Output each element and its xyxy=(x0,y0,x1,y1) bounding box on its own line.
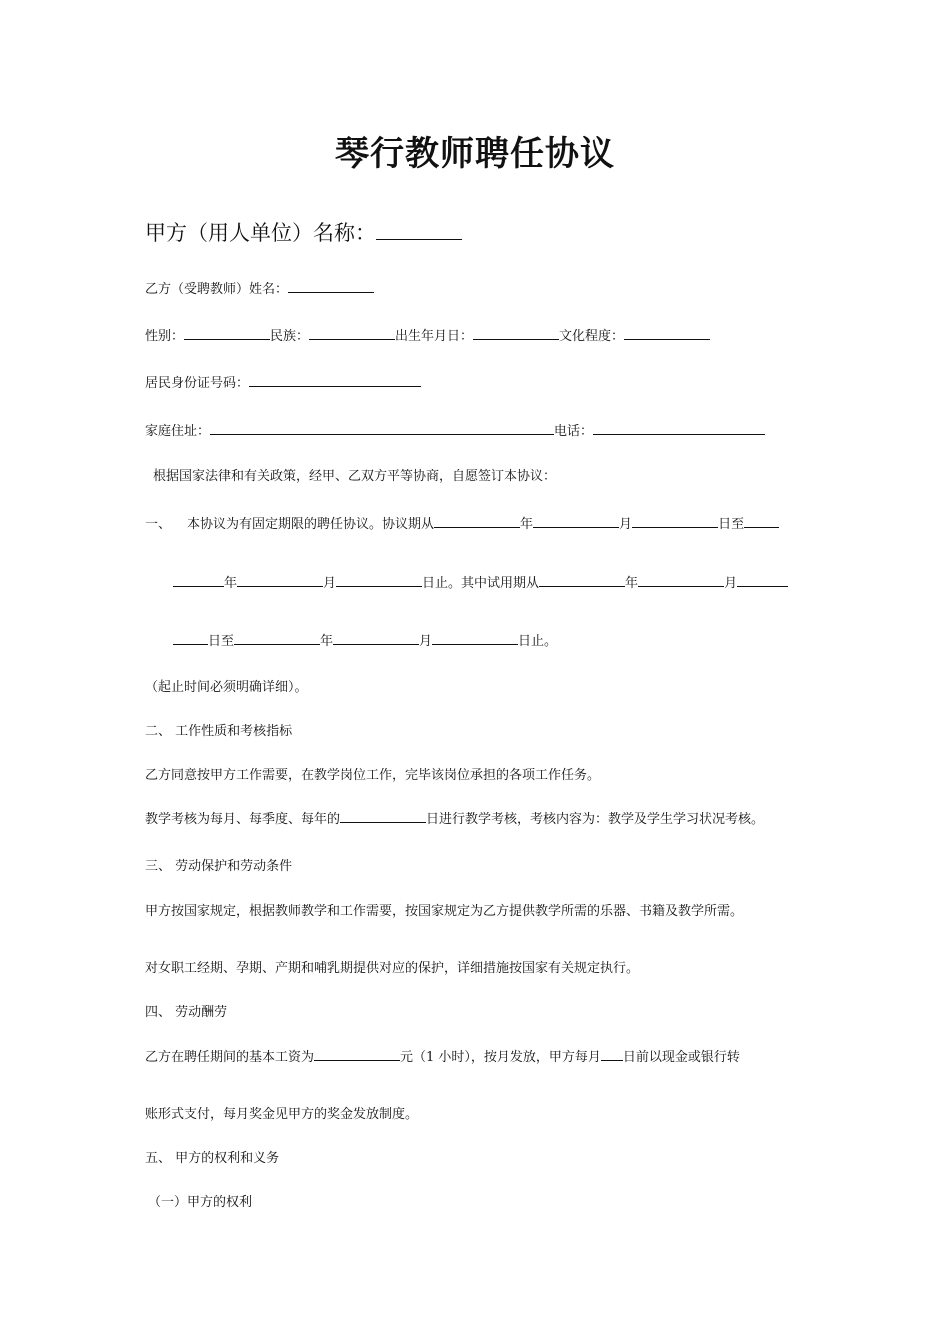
end-year-blank-b[interactable] xyxy=(173,574,224,587)
section-1-line-3 xyxy=(173,632,557,651)
section-5-heading: 五、 甲方的权利和义务 xyxy=(145,1151,280,1166)
year-label: 年 xyxy=(320,634,334,649)
day-end-label: 日止。 xyxy=(518,634,558,649)
gender-label: 性别： xyxy=(145,329,185,344)
salary-amount-blank[interactable] xyxy=(314,1048,400,1061)
section-1-line-1 xyxy=(145,515,779,534)
start-month-blank[interactable] xyxy=(533,515,619,528)
party-b-line xyxy=(145,280,374,299)
day-to-label: 日至 xyxy=(208,634,235,649)
end-month-blank[interactable] xyxy=(237,574,323,587)
party-b-label: 乙方（受聘教师）姓名： xyxy=(145,282,289,297)
assessment-text-a: 教学考核为每月、每季度、每年的 xyxy=(145,812,341,827)
start-day-blank[interactable] xyxy=(632,515,718,528)
section-4-paragraph-1 xyxy=(145,1048,740,1067)
year-label: 年 xyxy=(520,517,534,532)
id-number-blank[interactable] xyxy=(249,374,421,387)
id-number-line xyxy=(145,374,421,393)
month-label: 月 xyxy=(724,576,738,591)
section-1-note: （起止时间必须明确详细）。 xyxy=(145,680,308,695)
trial-end-month-blank[interactable] xyxy=(333,632,419,645)
section-4-paragraph-2: 账形式支付，每月奖金见甲方的奖金发放制度。 xyxy=(145,1107,419,1122)
section-4-heading: 四、 劳动酬劳 xyxy=(145,1005,228,1020)
month-label: 月 xyxy=(619,517,633,532)
start-year-blank[interactable] xyxy=(434,515,520,528)
end-year-blank-a[interactable] xyxy=(744,515,779,528)
year-label: 年 xyxy=(224,576,238,591)
ethnicity-blank[interactable] xyxy=(309,327,395,340)
trial-start-day-blank-a[interactable] xyxy=(737,574,788,587)
party-a-line xyxy=(145,220,462,246)
assessment-text-b: 日进行教学考核，考核内容为：教学及学生学习状况考核。 xyxy=(426,812,765,827)
party-a-label: 甲方（用人单位）名称： xyxy=(145,221,376,245)
section-1-line-2 xyxy=(173,574,788,593)
day-to-label: 日至 xyxy=(718,517,745,532)
month-label: 月 xyxy=(419,634,433,649)
section-1-number: 一、 xyxy=(145,517,172,532)
education-label: 文化程度： xyxy=(559,329,625,344)
ethnicity-label: 民族： xyxy=(270,329,310,344)
intro-text: 根据国家法律和有关政策，经甲、乙双方平等协商，自愿签订本协议： xyxy=(153,469,557,484)
education-blank[interactable] xyxy=(624,327,710,340)
trial-start-day-blank-b[interactable] xyxy=(173,632,208,645)
address-line xyxy=(145,422,765,441)
section-3-paragraph-1: 甲方按国家规定，根据教师教学和工作需要，按国家规定为乙方提供教学所需的乐器、书籍及教学所需。 xyxy=(145,904,744,919)
birth-label: 出生年月日： xyxy=(395,329,474,344)
id-number-label: 居民身份证号码： xyxy=(145,376,250,391)
trial-end-day-blank[interactable] xyxy=(432,632,518,645)
birth-blank[interactable] xyxy=(473,327,559,340)
address-label: 家庭住址： xyxy=(145,424,211,439)
section-2-heading: 二、 工作性质和考核指标 xyxy=(145,724,293,739)
month-label: 月 xyxy=(323,576,337,591)
salary-text-a: 乙方在聘任期间的基本工资为 xyxy=(145,1050,315,1065)
trial-start-label: 日止。其中试用期从 xyxy=(422,576,540,591)
section-5-subheading: （一）甲方的权利 xyxy=(148,1195,253,1210)
phone-blank[interactable] xyxy=(593,422,765,435)
salary-text-c: 日前以现金或银行转 xyxy=(622,1050,740,1065)
section-1-text: 本协议为有固定期限的聘任协议。协议期从 xyxy=(187,517,435,532)
section-3-paragraph-2: 对女职工经期、孕期、产期和哺乳期提供对应的保护，详细措施按国家有关规定执行。 xyxy=(145,961,640,976)
trial-end-year-blank[interactable] xyxy=(234,632,320,645)
party-a-blank[interactable] xyxy=(376,221,462,240)
address-blank[interactable] xyxy=(210,422,554,435)
section-2-paragraph-2 xyxy=(145,810,764,829)
section-2-paragraph-1: 乙方同意按甲方工作需要，在教学岗位工作，完毕该岗位承担的各项工作任务。 xyxy=(145,768,601,783)
section-3-heading: 三、 劳动保护和劳动条件 xyxy=(145,859,293,874)
trial-start-year-blank[interactable] xyxy=(539,574,625,587)
trial-start-month-blank[interactable] xyxy=(638,574,724,587)
party-b-blank[interactable] xyxy=(288,280,374,293)
pay-day-blank[interactable] xyxy=(601,1048,623,1061)
info-row xyxy=(145,327,710,346)
document-title: 琴行教师聘任协议 xyxy=(335,134,615,174)
salary-text-b: 元（1 小时），按月发放，甲方每月 xyxy=(400,1050,601,1065)
year-label: 年 xyxy=(625,576,639,591)
end-day-blank[interactable] xyxy=(336,574,422,587)
phone-label: 电话： xyxy=(554,424,594,439)
assessment-day-blank[interactable] xyxy=(340,810,426,823)
gender-blank[interactable] xyxy=(184,327,270,340)
